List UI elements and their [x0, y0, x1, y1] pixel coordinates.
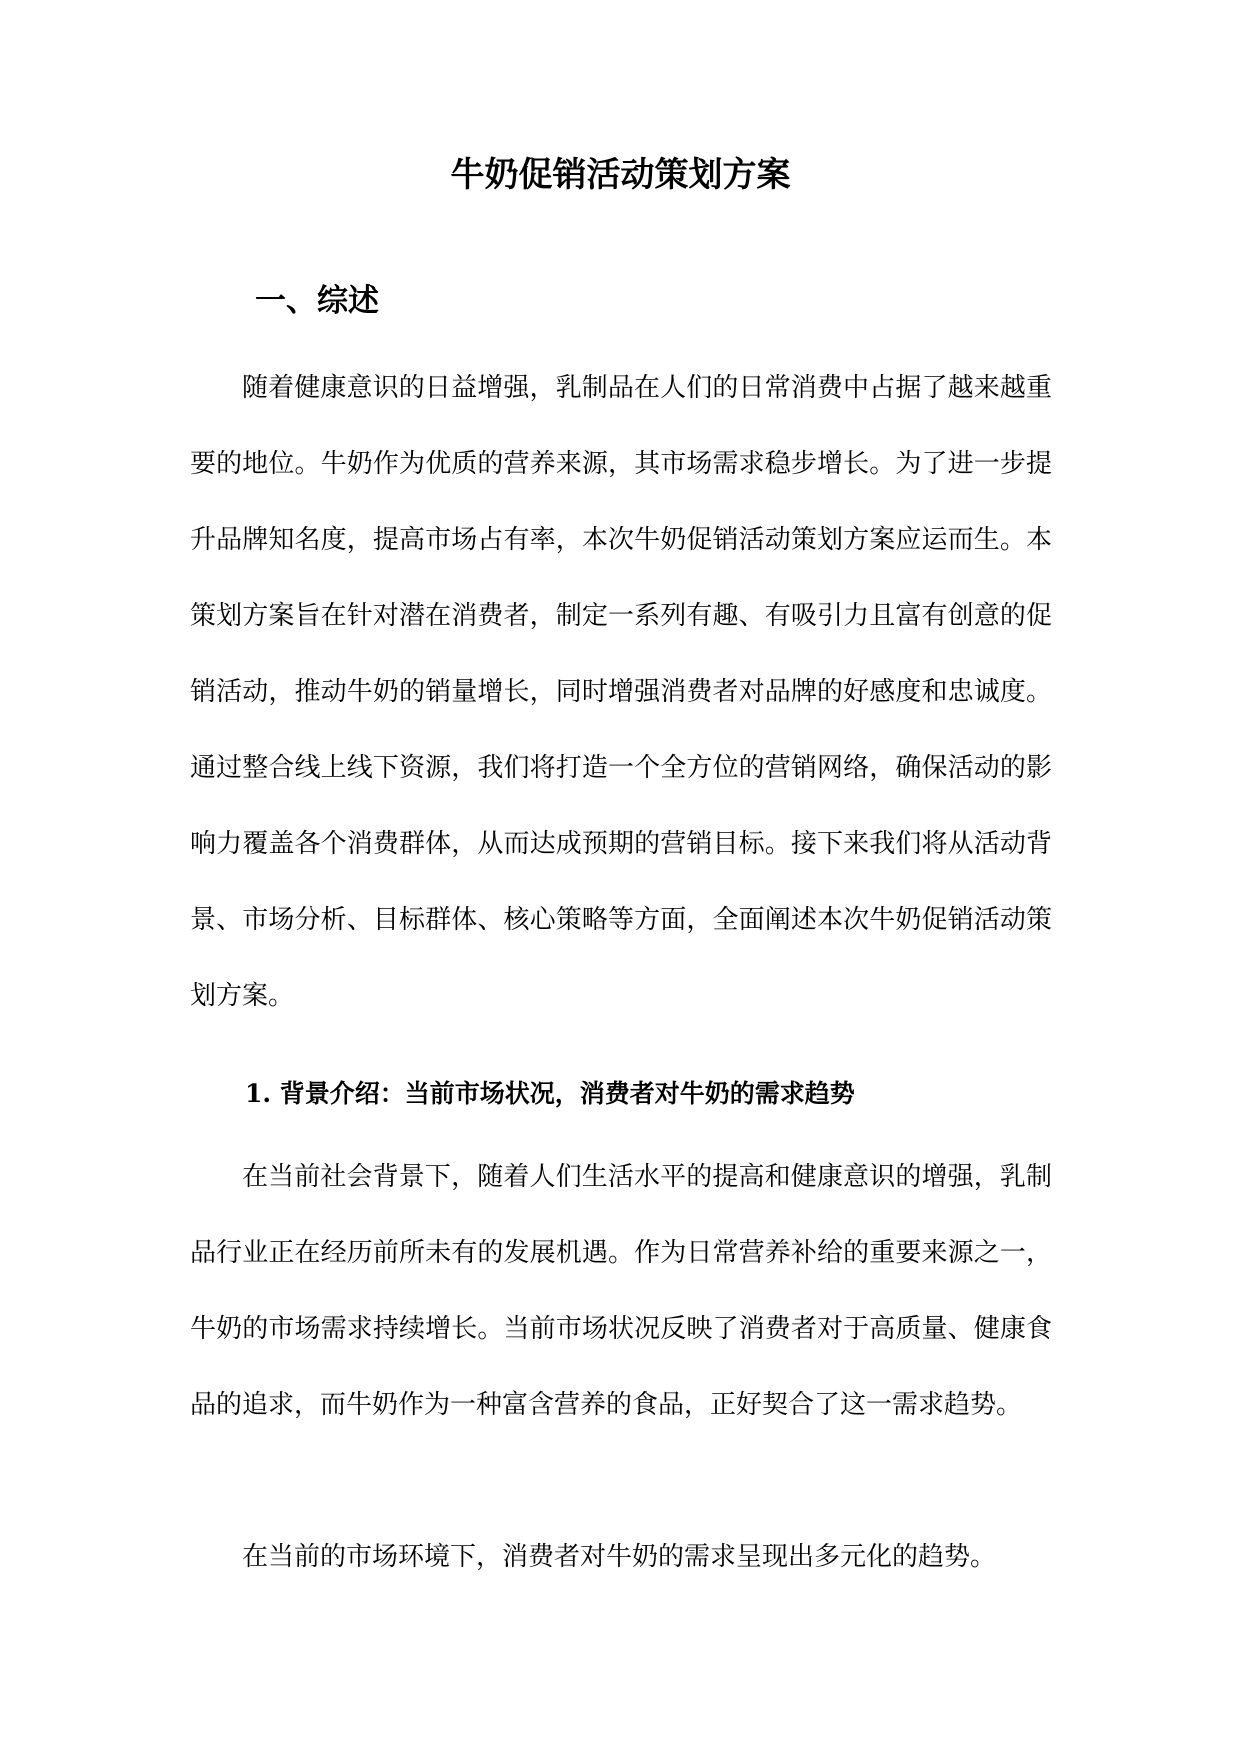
- background-paragraph-1: 在当前社会背景下，随着人们生活水平的提高和健康意识的增强，乳制品行业正在经历前所未有的发展机遇。作为日常营养补给的重要来源之一，牛奶的市场需求持续增长。当前市场状况反映了消费者对于高质量、健康食品的追求，而牛奶作为一种富含营养的食品，正好契合了这一需求趋势。: [190, 1162, 1052, 1420]
- background-paragraph-2: 在当前的市场环境下，消费者对牛奶的需求呈现出多元化的趋势。: [242, 1542, 997, 1572]
- document-title: 牛奶促销活动策划方案: [450, 155, 791, 195]
- section-heading-overview: 一、综述: [255, 283, 379, 319]
- subsection-heading-background: 1. 背景介绍：当前市场状况，消费者对牛奶的需求趋势: [245, 1079, 855, 1108]
- overview-paragraph: 随着健康意识的日益增强，乳制品在人们的日常消费中占据了越来越重要的地位。牛奶作为优质的营养来源，其市场需求稳步增长。为了进一步提升品牌知名度，提高市场占有率，本次牛奶促销活动策划方案应运而生。本策划方案旨在针对潜在消费者，制定一系列有趣、有吸引力且富有创意的促销活动，推动牛奶的销量增长，同时增强消费者对品牌的好感度和忠诚度。通过整合线上线下资源，我们将打造一个全方位的营销网络，确保活动的影响力覆盖各个消费群体，从而达成预期的营销目标。接下来我们将从活动背景、市场分析、目标群体、核心策略等方面，全面阐述本次牛奶促销活动策划方案。: [190, 373, 1052, 1011]
